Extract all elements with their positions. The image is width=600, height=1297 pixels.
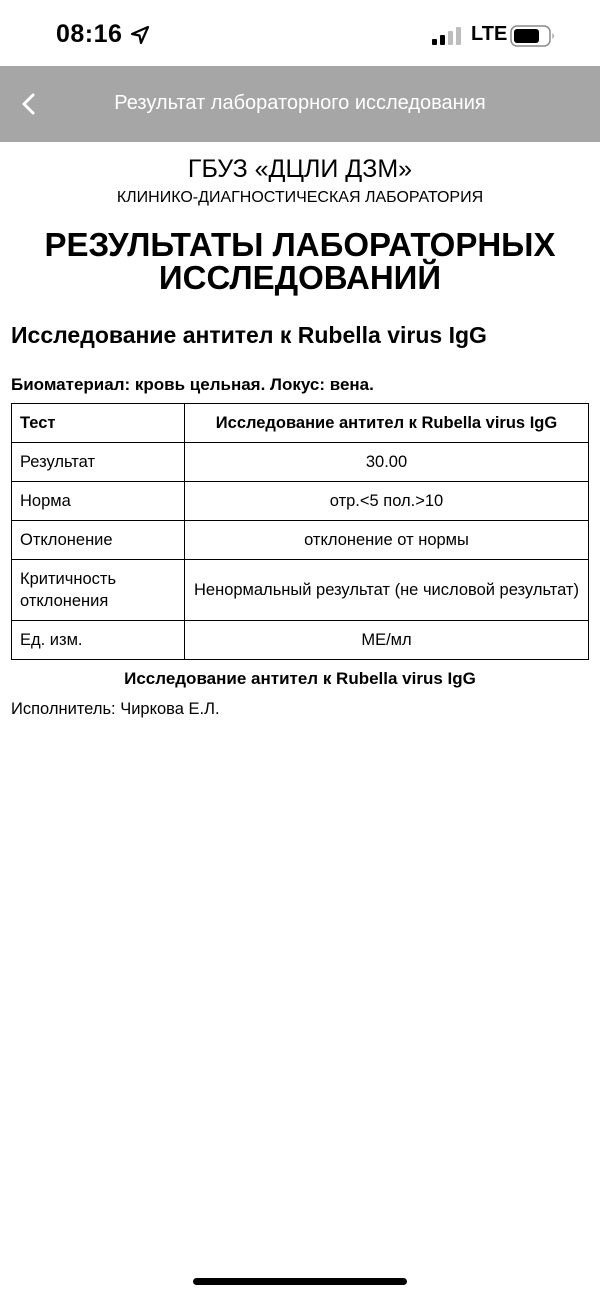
home-indicator[interactable]	[193, 1278, 407, 1285]
cellular-signal-icon	[432, 27, 464, 45]
table-row	[12, 621, 589, 660]
table-cell-label: Ед. изм.	[12, 621, 185, 660]
table-header-cell: Исследование антител к Rubella virus IgG	[185, 404, 589, 443]
results-table	[11, 403, 589, 660]
table-cell-value: отклонение от нормы	[185, 521, 589, 560]
table-row	[12, 482, 589, 521]
table-cell-label: Критичность отклонения	[12, 560, 185, 621]
status-bar	[0, 0, 600, 66]
page-title: Результат лабораторного исследования	[114, 92, 486, 114]
nav-header	[0, 66, 600, 142]
executor-info: Исполнитель: Чиркова Е.Л.	[11, 700, 220, 718]
battery-icon	[510, 25, 556, 47]
organization-name: ГБУЗ «ДЦЛИ ДЗМ»	[187, 155, 413, 183]
lab-result-document	[11, 152, 589, 720]
table-row	[12, 521, 589, 560]
table-header-cell: Тест	[12, 404, 185, 443]
table-row	[12, 560, 589, 621]
document-title	[11, 228, 589, 294]
table-cell-value: отр.<5 пол.>10	[185, 482, 589, 521]
test-heading: Исследование антител к Rubella virus IgG	[11, 322, 487, 348]
table-cell-value: МЕ/мл	[185, 621, 589, 660]
table-cell-value: Ненормальный результат (не числовой результат)	[185, 560, 589, 621]
footer-test-title: Исследование антител к Rubella virus IgG	[124, 669, 476, 688]
table-header-row	[12, 404, 589, 443]
table-cell-label: Норма	[12, 482, 185, 521]
network-type: LTE	[471, 23, 508, 45]
organization-subtitle: КЛИНИКО-ДИАГНОСТИЧЕСКАЯ ЛАБОРАТОРИЯ	[116, 189, 484, 206]
status-time: 08:16	[56, 20, 123, 48]
biomaterial-info: Биоматериал: кровь цельная. Локус: вена.	[11, 375, 374, 394]
table-cell-label: Отклонение	[12, 521, 185, 560]
table-row	[12, 443, 589, 482]
document-title-line-1: РЕЗУЛЬТАТЫ ЛАБОРАТОРНЫХ	[44, 226, 556, 263]
table-cell-value: 30.00	[185, 443, 589, 482]
table-cell-label: Результат	[12, 443, 185, 482]
location-arrow-icon	[130, 25, 150, 45]
document-title-line-2: ИССЛЕДОВАНИЙ	[158, 259, 442, 296]
